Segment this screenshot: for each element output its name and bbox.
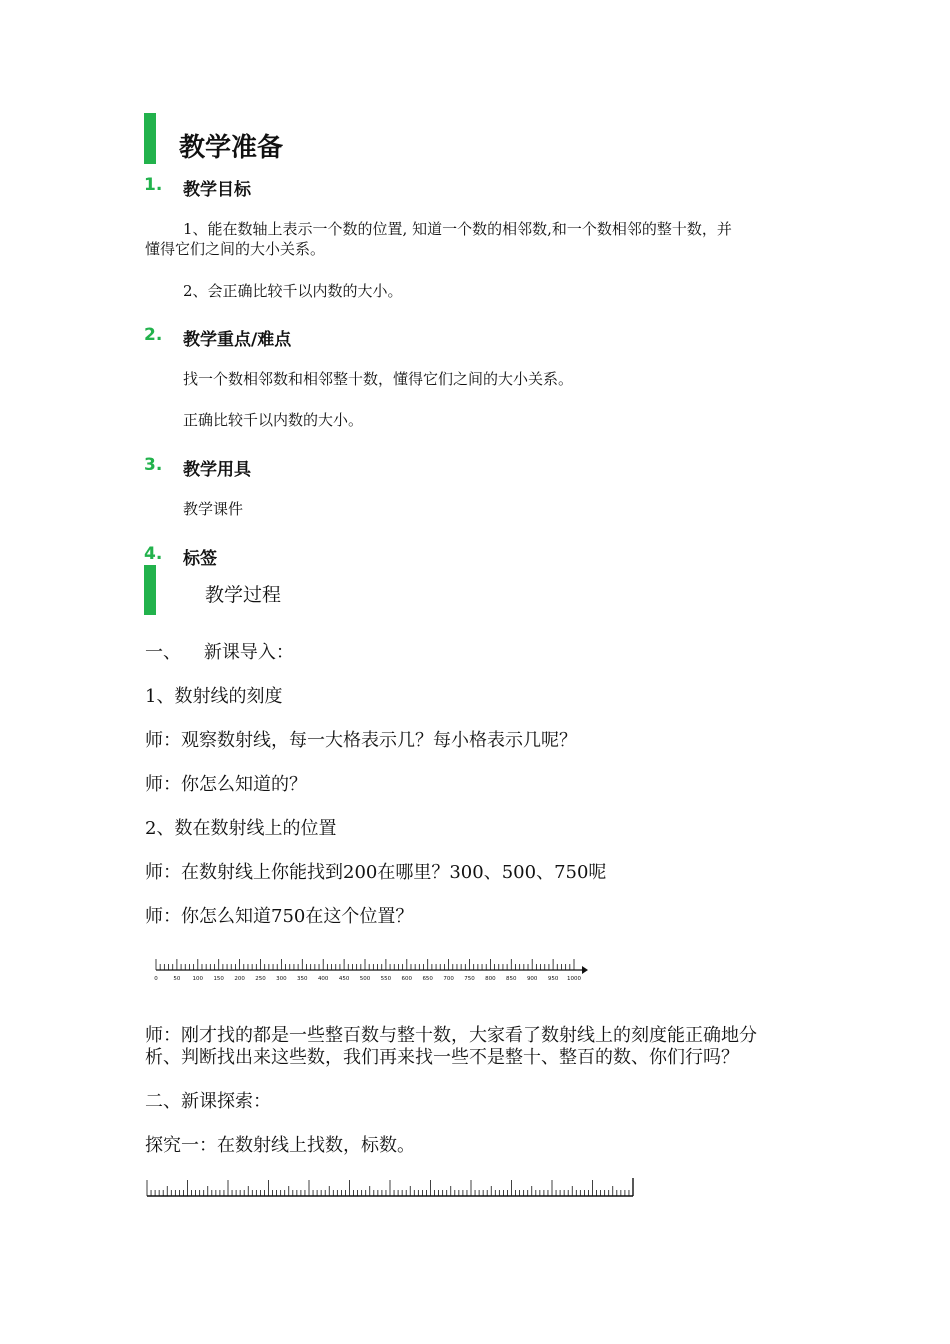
keypoint-1: 找一个数相邻数和相邻整十数，懂得它们之间的大小关系。 xyxy=(183,370,574,388)
section-title-tags: 标签 xyxy=(183,549,217,569)
keypoint-2: 正确比较千以内数的大小。 xyxy=(183,411,364,429)
process-line-ruler-scale: 1、数射线的刻度 xyxy=(145,686,283,707)
tick-label: 850 xyxy=(506,976,517,982)
number-line-blank xyxy=(145,1176,640,1200)
tick-label: 100 xyxy=(192,976,204,982)
section-number-3: 3. xyxy=(144,455,163,475)
process-title: 教学过程 xyxy=(205,584,282,606)
tick-label: 50 xyxy=(173,976,181,982)
section-number-4: 4. xyxy=(144,544,163,564)
process-line-intro: 一、 新课导入： xyxy=(145,642,294,663)
number-line-labeled xyxy=(150,952,590,984)
tick-label: 350 xyxy=(297,976,308,982)
section-title-keypoints: 教学重点/难点 xyxy=(183,330,292,350)
process-line-q4: 师：你怎么知道750在这个位置？ xyxy=(145,906,414,927)
tick-label: 750 xyxy=(464,976,475,982)
tick-label: 700 xyxy=(443,976,454,982)
axis-arrow xyxy=(582,966,588,974)
tick-label: 800 xyxy=(485,976,496,982)
goal-line-1: 1、能在数轴上表示一个数的位置, 知道一个数的相邻数,和一个数相邻的整十数，并 xyxy=(183,220,732,238)
tick-label: 250 xyxy=(255,976,266,982)
process-line-q2: 师：你怎么知道的？ xyxy=(145,774,307,795)
tick-label: 300 xyxy=(276,976,287,982)
goal-line-1-cont: 懂得它们之间的大小关系。 xyxy=(145,240,326,258)
section-title-tools: 教学用具 xyxy=(183,460,251,480)
tick-label: 450 xyxy=(338,976,350,982)
tick-label: 650 xyxy=(422,976,433,982)
page-title: 教学准备 xyxy=(179,133,284,163)
tools-text: 教学课件 xyxy=(183,500,244,518)
tick-label: 1000 xyxy=(567,976,581,982)
process-line-q1: 师：观察数射线，每一大格表示几？每小格表示几呢？ xyxy=(145,730,577,751)
tick-label: 600 xyxy=(401,976,413,982)
process-line-explore: 二、新课探索： xyxy=(145,1091,271,1112)
process-para-line-1: 师：刚才找的都是一些整百数与整十数，大家看了数射线上的刻度能正确地分 xyxy=(145,1025,757,1046)
process-accent-bar xyxy=(144,565,156,615)
tick-label: 550 xyxy=(380,976,392,982)
process-line-explore-1: 探究一：在数射线上找数，标数。 xyxy=(145,1135,415,1156)
tick-label: 400 xyxy=(317,976,329,982)
section-title-goals: 教学目标 xyxy=(183,180,251,200)
tick-label: 200 xyxy=(234,976,245,982)
tick-label: 150 xyxy=(213,976,224,982)
process-para-line-2: 析、判断找出来这些数，我们再来找一些不是整十、整百的数、你们行吗？ xyxy=(145,1047,739,1068)
goal-line-2: 2、会正确比较千以内数的大小。 xyxy=(183,282,403,300)
tick-label: 950 xyxy=(547,976,559,982)
section-number-2: 2. xyxy=(144,325,163,345)
title-accent-bar xyxy=(144,113,156,164)
section-number-1: 1. xyxy=(144,175,163,195)
tick-label: 500 xyxy=(359,976,371,982)
process-line-position: 2、数在数射线上的位置 xyxy=(145,818,337,839)
tick-label: 900 xyxy=(526,976,538,982)
tick-label: 0 xyxy=(154,976,158,982)
process-line-q3: 师：在数射线上你能找到200在哪里？300、500、750呢 xyxy=(145,862,607,883)
